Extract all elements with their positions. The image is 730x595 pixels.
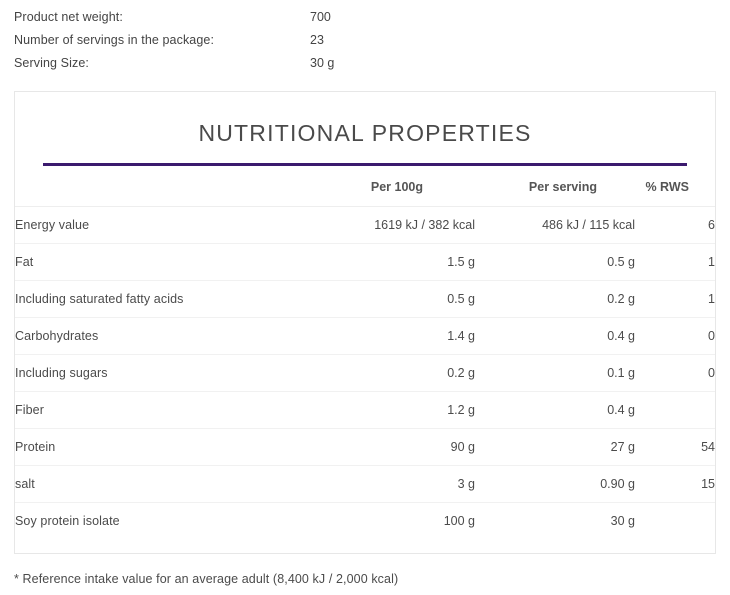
- table-row: [15, 466, 715, 503]
- nutrient-per-serving: 486 kJ / 115 kcal: [475, 207, 635, 244]
- nutrient-per-serving: 27 g: [475, 429, 635, 466]
- table-row: [15, 355, 715, 392]
- nutrient-name: salt: [15, 466, 315, 503]
- nutrient-name: Energy value: [15, 207, 315, 244]
- nutrient-per-100g: 1619 kJ / 382 kcal: [315, 207, 475, 244]
- nutrient-per-serving: 0.5 g: [475, 244, 635, 281]
- product-summary: [0, 0, 730, 79]
- summary-label: Serving Size:: [14, 56, 89, 70]
- nutrient-rws: 1: [635, 244, 715, 281]
- nutrient-per-100g: 0.2 g: [315, 355, 475, 392]
- table-row: [15, 503, 715, 540]
- column-header-name: [15, 166, 315, 207]
- nutrient-per-100g: 1.2 g: [315, 392, 475, 429]
- nutrient-per-serving: 30 g: [610, 514, 635, 528]
- reference-intake-footnote: * Reference intake value for an average adult (8,400 kJ / 2,000 kcal): [14, 572, 399, 586]
- summary-label: Number of servings in the package:: [14, 33, 215, 47]
- nutrient-rws: [635, 392, 715, 429]
- table-row: [15, 392, 715, 429]
- nutrient-per-serving: 0.4 g: [475, 392, 635, 429]
- table-header-row: [15, 166, 715, 207]
- nutrient-rws: 6: [635, 207, 715, 244]
- table-row: [15, 207, 715, 244]
- nutrient-name: Fiber: [15, 392, 315, 429]
- nutrient-rws: [635, 503, 715, 540]
- summary-row: [14, 56, 716, 79]
- nutrient-per-100g: 1.4 g: [315, 318, 475, 355]
- column-header-per-serving: Per serving: [475, 166, 635, 207]
- column-header-per-100g: Per 100g: [315, 166, 475, 207]
- nutrient-name: Protein: [15, 429, 315, 466]
- nutrient-per-serving: 0.1 g: [475, 355, 635, 392]
- table-row: [15, 281, 715, 318]
- nutrient-rws: 0: [635, 355, 715, 392]
- nutrient-per-serving: 0.4 g: [475, 318, 635, 355]
- nutrient-name: Soy protein isolate: [15, 514, 120, 528]
- table-row: [15, 429, 715, 466]
- nutrient-name: Including sugars: [15, 355, 315, 392]
- table-row: [15, 318, 715, 355]
- summary-row: [14, 10, 716, 33]
- summary-value: 30 g: [310, 56, 335, 70]
- page-title: NUTRITIONAL PROPERTIES: [198, 120, 532, 146]
- nutrient-per-100g: 1.5 g: [315, 244, 475, 281]
- nutrient-per-serving: 0.90 g: [475, 466, 635, 503]
- nutrient-per-100g: 100 g: [443, 514, 475, 528]
- summary-value: 23: [310, 33, 324, 47]
- summary-row: [14, 33, 716, 56]
- nutrient-per-100g: 3 g: [315, 466, 475, 503]
- nutritional-properties-card: [14, 91, 716, 554]
- nutrient-rws: 15: [635, 466, 715, 503]
- nutrient-per-100g: 90 g: [315, 429, 475, 466]
- column-header-rws: % RWS: [635, 166, 715, 207]
- nutrient-name: Carbohydrates: [15, 318, 315, 355]
- table-row: [15, 244, 715, 281]
- nutrient-per-100g: 0.5 g: [315, 281, 475, 318]
- summary-label: Product net weight:: [14, 10, 123, 24]
- summary-value: 700: [310, 10, 331, 24]
- nutrient-rws: 0: [635, 318, 715, 355]
- nutrient-name: Fat: [15, 244, 315, 281]
- nutrition-table: [15, 166, 715, 539]
- nutrient-per-serving: 0.2 g: [475, 281, 635, 318]
- nutrient-name: Including saturated fatty acids: [15, 281, 315, 318]
- nutrient-rws: 54: [635, 429, 715, 466]
- nutrient-rws: 1: [635, 281, 715, 318]
